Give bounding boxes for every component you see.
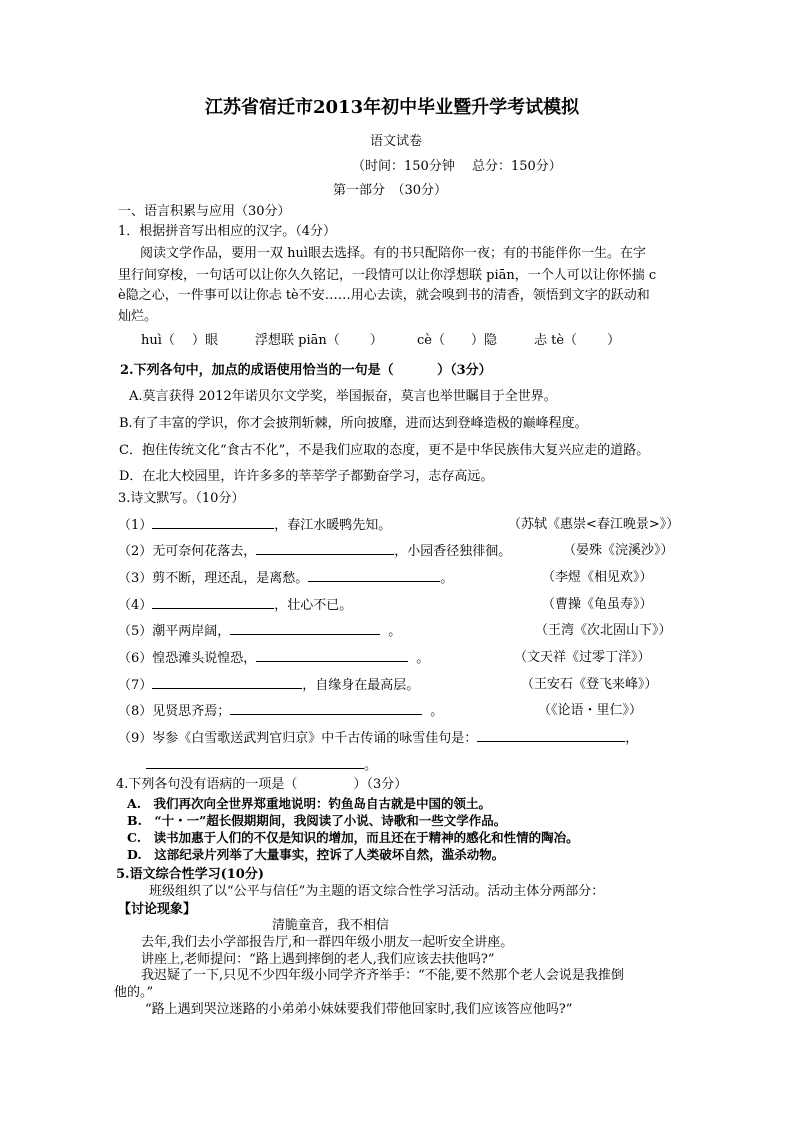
q3-item-number: （4） — [118, 598, 153, 613]
q3-item-5 — [118, 622, 401, 641]
q3-item-text: （8）见贤思齐焉； — [118, 704, 231, 719]
q3-item-text: ，自缘身在最高层。 — [302, 678, 420, 693]
q3-item-7 — [118, 676, 419, 695]
q1-answer-d[interactable]: 忐 tè（ ） — [534, 333, 621, 348]
q1-para-line: 阅读文学作品，要用一双 huì眼去选择。有的书只配陪你一夜；有的书能伴你一生。在字 — [140, 246, 647, 261]
q3-item-text: 。 — [388, 624, 402, 639]
subject-label: 语文试卷 — [370, 134, 423, 149]
q3-source: （李煜《相见欢》） — [542, 570, 653, 585]
q3-item-text: （3）剪不断，理还乱，是离愁。 — [118, 571, 309, 586]
q3-item-2 — [118, 542, 511, 561]
q3-item-text: 。 — [416, 651, 430, 666]
q3-source: （曹操《龟虽寿》） — [542, 597, 653, 612]
q3-stem: 3.诗文默写。（10分） — [118, 491, 245, 506]
q2-option: B.有了丰富的学识，你才会披荆斩棘，所向披靡，进而达到登峰造极的巅峰程度。 — [119, 416, 588, 431]
q1-para-line: 灿烂。 — [118, 309, 158, 324]
story-title: 清脆童音，我不相信 — [272, 918, 390, 933]
q3-item-9 — [118, 729, 638, 748]
q3-item-text: 。 — [364, 758, 378, 773]
story-line: 讲座上,老师提问：“路上遇到摔倒的老人,我们应该去扶他吗?” — [141, 952, 495, 967]
q4-option: C. 读书加惠于人们的不仅是知识的增加，而且还在于精神的感化和性情的陶冶。 — [127, 830, 579, 845]
answer-blank[interactable] — [256, 649, 408, 662]
answer-blank[interactable] — [152, 596, 274, 609]
q2-option: D．在北大校园里，许许多多的莘莘学子都勤奋学习，志存高远。 — [119, 469, 494, 484]
q3-source: （晏殊《浣溪沙》） — [563, 543, 674, 558]
q2-option: A.莫言获得 2012年诺贝尔文学奖，举国振奋，莫言也举世瞩目于全世界。 — [129, 389, 557, 404]
q4-option: B. “十・一”超长假期期间，我阅读了小说、诗歌和一些文学作品。 — [127, 813, 507, 828]
answer-blank[interactable] — [152, 516, 274, 529]
q3-item-number: （1） — [118, 518, 153, 533]
q1-para-line: è隐之心，一件事可以让你忐 tè不安……用心去读，就会嗅到书的清香，领悟到文字的跃动和 — [118, 288, 650, 303]
q3-item-3 — [118, 569, 453, 588]
story-line: 他的。” — [114, 985, 154, 1000]
time-info: （时间：150分钟 总分：150分） — [352, 159, 562, 174]
q3-source: （王安石《登飞来峰》） — [521, 677, 658, 692]
q3-item-1 — [118, 516, 391, 535]
q3-item-text: （5）潮平两岸阔， — [118, 624, 231, 639]
q3-item-text: （2）无可奈何花落去， — [118, 544, 257, 559]
story-line: “路上遇到哭泣迷路的小弟弟小妹妹要我们带他回家时,我们应该答应他吗?” — [145, 1002, 573, 1017]
part-heading: 第一部分 （30分） — [333, 183, 448, 198]
q5-label: 【讨论现象】 — [118, 902, 197, 917]
q1-answer-b[interactable]: 浮想联 piān（ ） — [255, 333, 383, 348]
q3-item-4 — [118, 596, 352, 615]
q3-item-number: （7） — [118, 678, 153, 693]
answer-blank[interactable] — [152, 676, 302, 689]
answer-blank[interactable] — [230, 622, 380, 635]
q3-item-text: 。 — [430, 704, 444, 719]
q2-option: C．抱住传统文化“食古不化”，不是我们应取的态度，更不是中华民族伟大复兴应走的道路。 — [119, 443, 650, 458]
q4-option: A. 我们再次向全世界郑重地说明：钓鱼岛自古就是中国的领土。 — [127, 796, 492, 811]
answer-blank[interactable] — [477, 729, 625, 742]
q3-item-text: ，春江水暖鸭先知。 — [274, 518, 392, 533]
q3-item-text: ， — [625, 731, 639, 746]
answer-blank[interactable] — [256, 542, 394, 555]
q4-stem: 4.下列各句没有语病的一项是（ ）（3分） — [116, 777, 408, 792]
q1-para-line: 里行间穿梭，一句话可以让你久久铭记，一段情可以让你浮想联 piān，一个人可以让你怀揣 c — [118, 268, 657, 283]
q3-source: （王湾《次北固山下》） — [535, 623, 672, 638]
q3-source: （文天祥《过零丁洋》） — [514, 650, 651, 665]
q3-item-8 — [118, 702, 443, 721]
q3-item-9-cont — [146, 756, 377, 775]
q5-stem: 5.语文综合性学习(10分) — [116, 867, 264, 882]
section-heading: 一、语言积累与应用（30分） — [118, 204, 291, 219]
q3-item-text: ，小园香径独徘徊。 — [394, 544, 512, 559]
q5-intro: 班级组织了以“公平与信任”为主题的语文综合性学习活动。活动主体分两部分： — [149, 884, 605, 899]
q3-item-text: （9）岑参《白雪歌送武判官归京》中千古传诵的咏雪佳句是： — [118, 731, 478, 746]
q3-item-text: 。 — [440, 571, 454, 586]
answer-blank[interactable] — [308, 569, 440, 582]
q1-stem: 1．根据拼音写出相应的汉字。（4分） — [118, 224, 337, 239]
q3-item-text: （6）惶恐滩头说惶恐， — [118, 651, 257, 666]
answer-blank[interactable] — [230, 702, 422, 715]
page-title: 江苏省宿迁市2013年初中毕业暨升学考试模拟 — [205, 97, 580, 118]
q1-answer-c[interactable]: cè（ ）隐 — [417, 333, 497, 348]
q3-item-text: ，壮心不已。 — [274, 598, 353, 613]
q3-source: （《论语・里仁》） — [538, 703, 643, 718]
story-line: 去年,我们去小学部报告厅,和一群四年级小朋友一起听安全讲座。 — [141, 935, 514, 950]
q1-answer-a[interactable]: huì（ ）眼 — [141, 333, 219, 348]
q3-item-6 — [118, 649, 429, 668]
answer-blank[interactable] — [146, 756, 364, 769]
story-line: 我迟疑了一下,只见不少四年级小同学齐齐举手：“不能,要不然那个老人会说是我推倒 — [141, 968, 624, 983]
q3-source: （苏轼《惠崇<春江晚景>》） — [508, 517, 680, 532]
q2-stem: 2.下列各句中，加点的成语使用恰当的一句是（ ）（3分） — [120, 363, 492, 378]
q4-option: D. 这部纪录片列举了大量事实，控诉了人类破坏自然，滥杀动物。 — [127, 847, 505, 862]
